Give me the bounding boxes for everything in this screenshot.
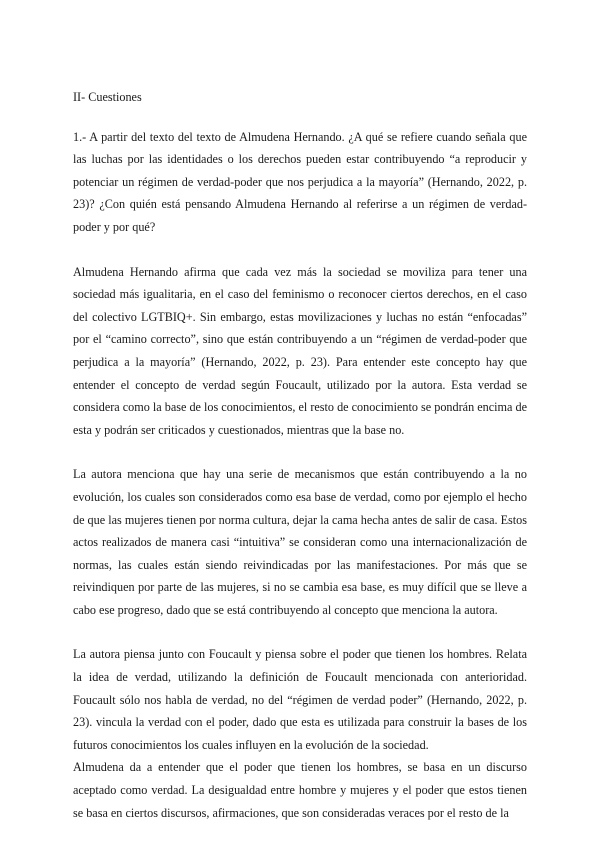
- document-body: [73, 86, 527, 824]
- answer-paragraph-1: Almudena Hernando afirma que cada vez más la sociedad se moviliza para tener una sociedad más igualitaria, en el caso del feminismo o reconocer ciertos derechos, en el caso del colectivo LGTBIQ+. Sin embargo, estas movilizaciones y luchas no están “enfocadas” por el “camino correcto”, sino que están contribuyendo a un “régimen de verdad-poder que perjudica a la mayoría” (Hernando, 2022, p. 23). Para entender este concepto hay que entender el concepto de verdad según Foucault, utilizado por la autora. Esta verdad se considera como la base de los conocimientos, el resto de conocimiento se pondrán encima de esta y podrán ser criticados y cuestionados, mientras que la base no.: [73, 264, 527, 437]
- section-title: II- Cuestiones: [73, 90, 142, 104]
- question-paragraph: 1.- A partir del texto del texto de Almudena Hernando. ¿A qué se refiere cuando señala que las luchas por las identidades o los derechos pueden estar contribuyendo “a reproducir y potenciar un régimen de verdad-poder que nos perjudica a la mayoría” (Hernando, 2022, p. 23)? ¿Con quién está pensando Almudena Hernando al referirse a un régimen de verdad-poder y por qué?: [73, 129, 527, 234]
- answer-paragraph-4: Almudena da a entender que el poder que tienen los hombres, se basa en un discurso aceptado como verdad. La desigualdad entre hombre y mujeres y el poder que estos tienen se basa en ciertos discursos, afirmaciones, que son consideradas veraces por el resto de la: [73, 760, 527, 820]
- answer-paragraph-3: La autora piensa junto con Foucault y piensa sobre el poder que tienen los hombres. Relata la idea de verdad, utilizando la definición de Foucault mencionada con anterioridad. Foucault sólo nos habla de verdad, no del “régimen de verdad poder” (Hernando, 2022, p. 23). vincula la verdad con el poder, dado que esta es utilizada para construir la bases de los futuros conocimientos los cuales influyen en la evolución de la sociedad.: [73, 647, 527, 752]
- answer-paragraph-2: La autora menciona que hay una serie de mecanismos que están contribuyendo a la no evolución, los cuales son considerados como esa base de verdad, como por ejemplo el hecho de que las mujeres tienen por norma cultura, dejar la cama hecha antes de salir de casa. Estos actos realizados de manera casi “intuitiva” se consideran como una internacionalización de normas, las cuales están siendo reivindicadas por las manifestaciones. Por más que se reivindiquen por parte de las mujeres, si no se cambia esa base, es muy difícil que se lleve a cabo ese progreso, dado que se está contribuyendo al concepto que menciona la autora.: [73, 467, 527, 617]
